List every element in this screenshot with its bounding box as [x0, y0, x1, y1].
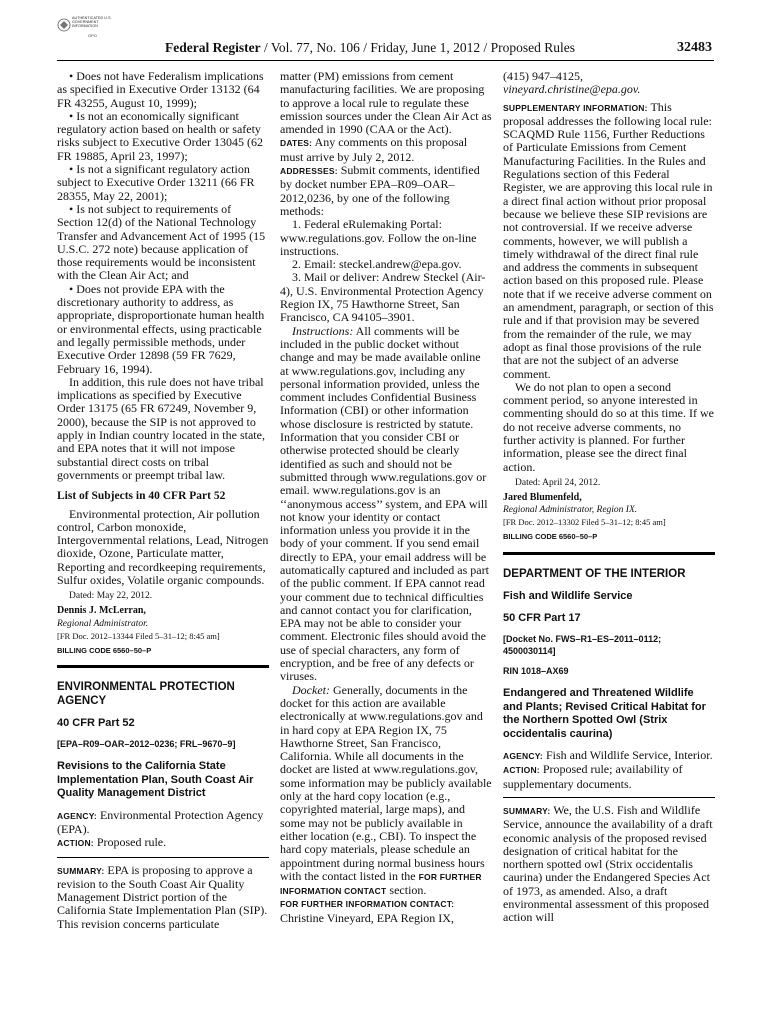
authenticated-text	[72, 16, 112, 46]
action-text-2: Proposed rule; availability of supplementary documents.	[503, 762, 683, 791]
dates-line	[280, 136, 492, 164]
instructions-label: Instructions:	[292, 323, 354, 338]
dates-label: DATES:	[280, 138, 313, 149]
addresses-text: Submit comments, identified by docket number EPA–R09–OAR–2012,0236, by one of the following methods:	[280, 163, 480, 218]
addresses-label: ADDRESSES:	[280, 166, 338, 177]
signer-name: Dennis J. McLerran,	[57, 605, 146, 617]
billing-code-2: BILLING CODE 6560–50–P	[503, 532, 598, 542]
subjects-heading: List of Subjects in 40 CFR Part 52	[57, 490, 226, 503]
dated-line-2: Dated: April 24, 2012.	[515, 477, 601, 488]
addresses-line	[280, 164, 492, 218]
cfr-part-2: 50 CFR Part 17	[503, 611, 581, 624]
method-email: 2. Email: steckel.andrew@epa.gov.	[292, 257, 462, 272]
subjects-list: Environmental protection, Air pollution control, Carbon monoxide, Intergovernmental relations, Lead, Nitrogen dioxide, Ozone, Particulate matter, Reporting and recordkeeping requirements, Sulfur oxides, Volatile organic compounds.	[57, 506, 269, 587]
bullet-significant: • Is not a significant regulatory action subject to Executive Order 13211 (66 FR 28355, May 22, 2001);	[57, 162, 255, 203]
section-word: section.	[386, 883, 427, 898]
summary-label: SUMMARY:	[57, 865, 105, 876]
summary-label-2: SUMMARY:	[503, 805, 551, 816]
summary-rule	[57, 857, 269, 858]
column-1	[57, 70, 269, 931]
contact-email: vineyard.christine@epa.gov.	[503, 82, 641, 97]
summary-text-2: We, the U.S. Fish and Wildlife Service, announce the availability of a draft economic analysis of the proposed revised designation of critical habitat for the northern spotted owl (Strix occidentalis caurina) under the Endangered Species Act of 1973, as amended. Also, a draft environmental assessment of this proposed action will	[503, 802, 713, 925]
rin-number: RIN 1018–AX69	[503, 666, 569, 677]
supplementary-text: This proposal addresses the following local rule: SCAQMD Rule 1156, Further Reductions of Particulate Emissions from Cement Manufacturing Facilities. In the Rules and Regulations section of this Federal Register, we are approving this local rule in a direct final action without prior proposal because we believe these SIP revisions are not controversial. If we receive adverse comments, however, we will publish a timely withdrawal of the direct final rule and address the comments in subsequent action based on this proposed rule. Please note that if we receive adverse comment on an amendment, paragraph, or section of this rule and if that provision may be severed from the remainder of the rule, we may adopt as final those provisions of the rule that are not the subject of an adverse comment.	[503, 99, 714, 381]
header-rule	[57, 60, 714, 61]
column-2	[280, 70, 492, 925]
docket-number-2: [Docket No. FWS–R1–ES–2011–0112; 4500030114]	[503, 634, 662, 657]
tribal-paragraph: In addition, this rule does not have tribal implications as specified by Executive Order 13175 (65 FR 67249, November 9, 2000), because the SIP is not approved to apply in Indian country located in the state, and EPA notes that it will not impose substantial direct costs on tribal governments or preempt tribal law.	[57, 374, 265, 482]
page-number: 32483	[677, 40, 712, 55]
supplementary-label: SUPPLEMENTARY INFORMATION:	[503, 102, 648, 113]
cfr-part: 40 CFR Part 52	[57, 716, 135, 729]
action-label-2: ACTION:	[503, 765, 540, 776]
signer-title: Regional Administrator.	[57, 618, 149, 629]
section-divider-2	[503, 552, 715, 555]
publication-title: Federal Register	[165, 40, 261, 55]
signer-name-2: Jared Blumenfeld,	[503, 491, 582, 503]
agency-label: AGENCY:	[57, 810, 97, 821]
summary-continued: matter (PM) emissions from cement manufacturing facilities. We are proposing to approve a local rule to regulate these emission sources under the Clean Air Act as amended in 1990 (CAA or the Act).	[280, 69, 492, 137]
agency-line-2	[503, 749, 715, 763]
fr-doc-2: [FR Doc. 2012–13302 Filed 5–31–12; 8:45 am]	[503, 517, 666, 528]
issue-info: / Vol. 77, No. 106 / Friday, June 1, 2012 / Proposed Rules	[260, 40, 575, 55]
summary-rule-2	[503, 797, 715, 798]
agency-line	[57, 809, 269, 837]
service-name: Fish and Wildlife Service	[503, 589, 633, 602]
rule-title: Revisions to the California State Implementation Plan, South Coast Air Quality Management District	[57, 760, 254, 800]
dates-text: Any comments on this proposal must arrive by July 2, 2012.	[280, 135, 468, 164]
further-info-text: Christine Vineyard, EPA Region IX,	[280, 910, 454, 925]
second-comment-paragraph: We do not plan to open a second comment period, so anyone interested in commenting should do so at this time. If we do not receive adverse comments, no further activity is planned. For further information, please see the direct final action.	[503, 379, 714, 474]
rule-title-2: Endangered and Threatened Wildlife and Plants; Revised Critical Habitat for the Northern Spotted Owl (Strix occidentalis caurina)	[503, 687, 706, 740]
bullet-nttaa: • Is not subject to requirements of Section 12(d) of the National Technology Transfer and Advancement Act of 1995 (15 U.S.C. 272 note) because application of those requirements would be inconsistent with the Clean Air Act; and	[57, 201, 266, 283]
agency-name: ENVIRONMENTAL PROTECTION AGENCY	[57, 680, 235, 707]
logo-caption: AUTHENTICATED U.S. GOVERNMENT INFORMATION	[72, 16, 112, 28]
summary-text: EPA is proposing to approve a revision to the South Coast Air Quality Management District portion of the California State Implementation Plan (SIP). This revision concerns particulate	[57, 862, 268, 931]
action-line-2	[503, 763, 715, 791]
docket-number: [EPA–R09–OAR–2012–0236; FRL–9670–9]	[57, 739, 236, 750]
supplementary-paragraph	[503, 101, 715, 381]
department-name: DEPARTMENT OF THE INTERIOR	[503, 567, 686, 580]
billing-code: BILLING CODE 6560–50–P	[57, 645, 152, 655]
contact-phone: (415) 947–4125,	[503, 69, 583, 83]
docket-label: Docket:	[292, 682, 330, 697]
running-header	[165, 40, 715, 56]
instructions-text: All comments will be included in the public docket without change and may be made available online at www.regulations.gov, including any personal information provided, unless the comment includes Confidential Business Information (CBI) or other information whose disclosure is restricted by statute. Information that you consider CBI or otherwise protected should be clearly identified as such and should not be submitted through www.regulations.gov or email. www.regulations.gov is an ‘‘anonymous access’’ system, and EPA will not know your identity or contact information unless you provide it in the body of your comment. If you send email directly to EPA, your email address will be automatically captured and included as part of the public comment. If EPA cannot read your comment due to technical difficulties and cannot contact you for clarification, EPA may not be able to consider your comment. Electronic files should avoid the use of special characters, any form of encryption, and be free of any defects or viruses.	[280, 323, 489, 684]
bullet-federalism: • Does not have Federalism implications as specified in Executive Order 13132 (64 FR 43255, August 10, 1999);	[57, 69, 264, 110]
method-mail: 3. Mail or deliver: Andrew Steckel (Air-4), U.S. Environmental Protection Agency Region IX, 75 Hawthorne Street, San Francisco, CA 94105–3901.	[280, 270, 486, 325]
docket-paragraph	[280, 684, 492, 899]
docket-text: Generally, documents in the docket for this action are available electronically at www.regulations.gov and in hard copy at EPA Region IX, 75 Hawthorne Street, San Francisco, California. While all documents in the docket are listed at www.regulations.gov, some information may be publicly available only at the hard copy location (e.g., copyrighted material, large maps), and some may not be publicly available in either location (e.g., CBI). To inspect the hard copy materials, please schedule an appointment during normal business hours with the contact listed in the	[280, 682, 492, 883]
further-info-label: FOR FURTHER INFORMATION CONTACT:	[280, 899, 455, 910]
action-label: ACTION:	[57, 838, 94, 849]
signer-title-2: Regional Administrator, Region IX.	[503, 505, 638, 516]
section-divider	[57, 665, 269, 668]
bullet-economic: • Is not an economically significant regulatory action based on health or safety risks subject to Executive Order 13045 (62 FR 19885, April 23, 1997);	[57, 108, 263, 163]
gpo-label: GPO	[88, 33, 97, 38]
further-info-ref: FOR FURTHER INFORMATION CONTACT	[280, 871, 482, 897]
action-text: Proposed rule.	[93, 835, 167, 850]
method-portal: 1. Federal eRulemaking Portal: www.regulations.gov. Follow the on-line instructions.	[280, 217, 477, 258]
agency-text-2: Fish and Wildlife Service, Interior.	[542, 748, 713, 763]
summary-line	[57, 864, 269, 931]
bullet-ej: • Does not provide EPA with the discretionary authority to address, as appropriate, disproportionate human health or environmental effects, using practicable and legally permissible methods, under Executive Order 12898 (59 FR 7629, February 16, 1994).	[57, 281, 265, 376]
summary-line-2	[503, 804, 715, 925]
agency-text: Environmental Protection Agency (EPA).	[57, 807, 264, 836]
agency-label-2: AGENCY:	[503, 751, 543, 762]
action-line	[57, 836, 269, 850]
column-3	[503, 70, 715, 925]
fr-doc: [FR Doc. 2012–13344 Filed 5–31–12; 8:45 am]	[57, 630, 220, 641]
instructions-paragraph	[280, 325, 492, 684]
dated-line: Dated: May 22, 2012.	[69, 591, 153, 602]
